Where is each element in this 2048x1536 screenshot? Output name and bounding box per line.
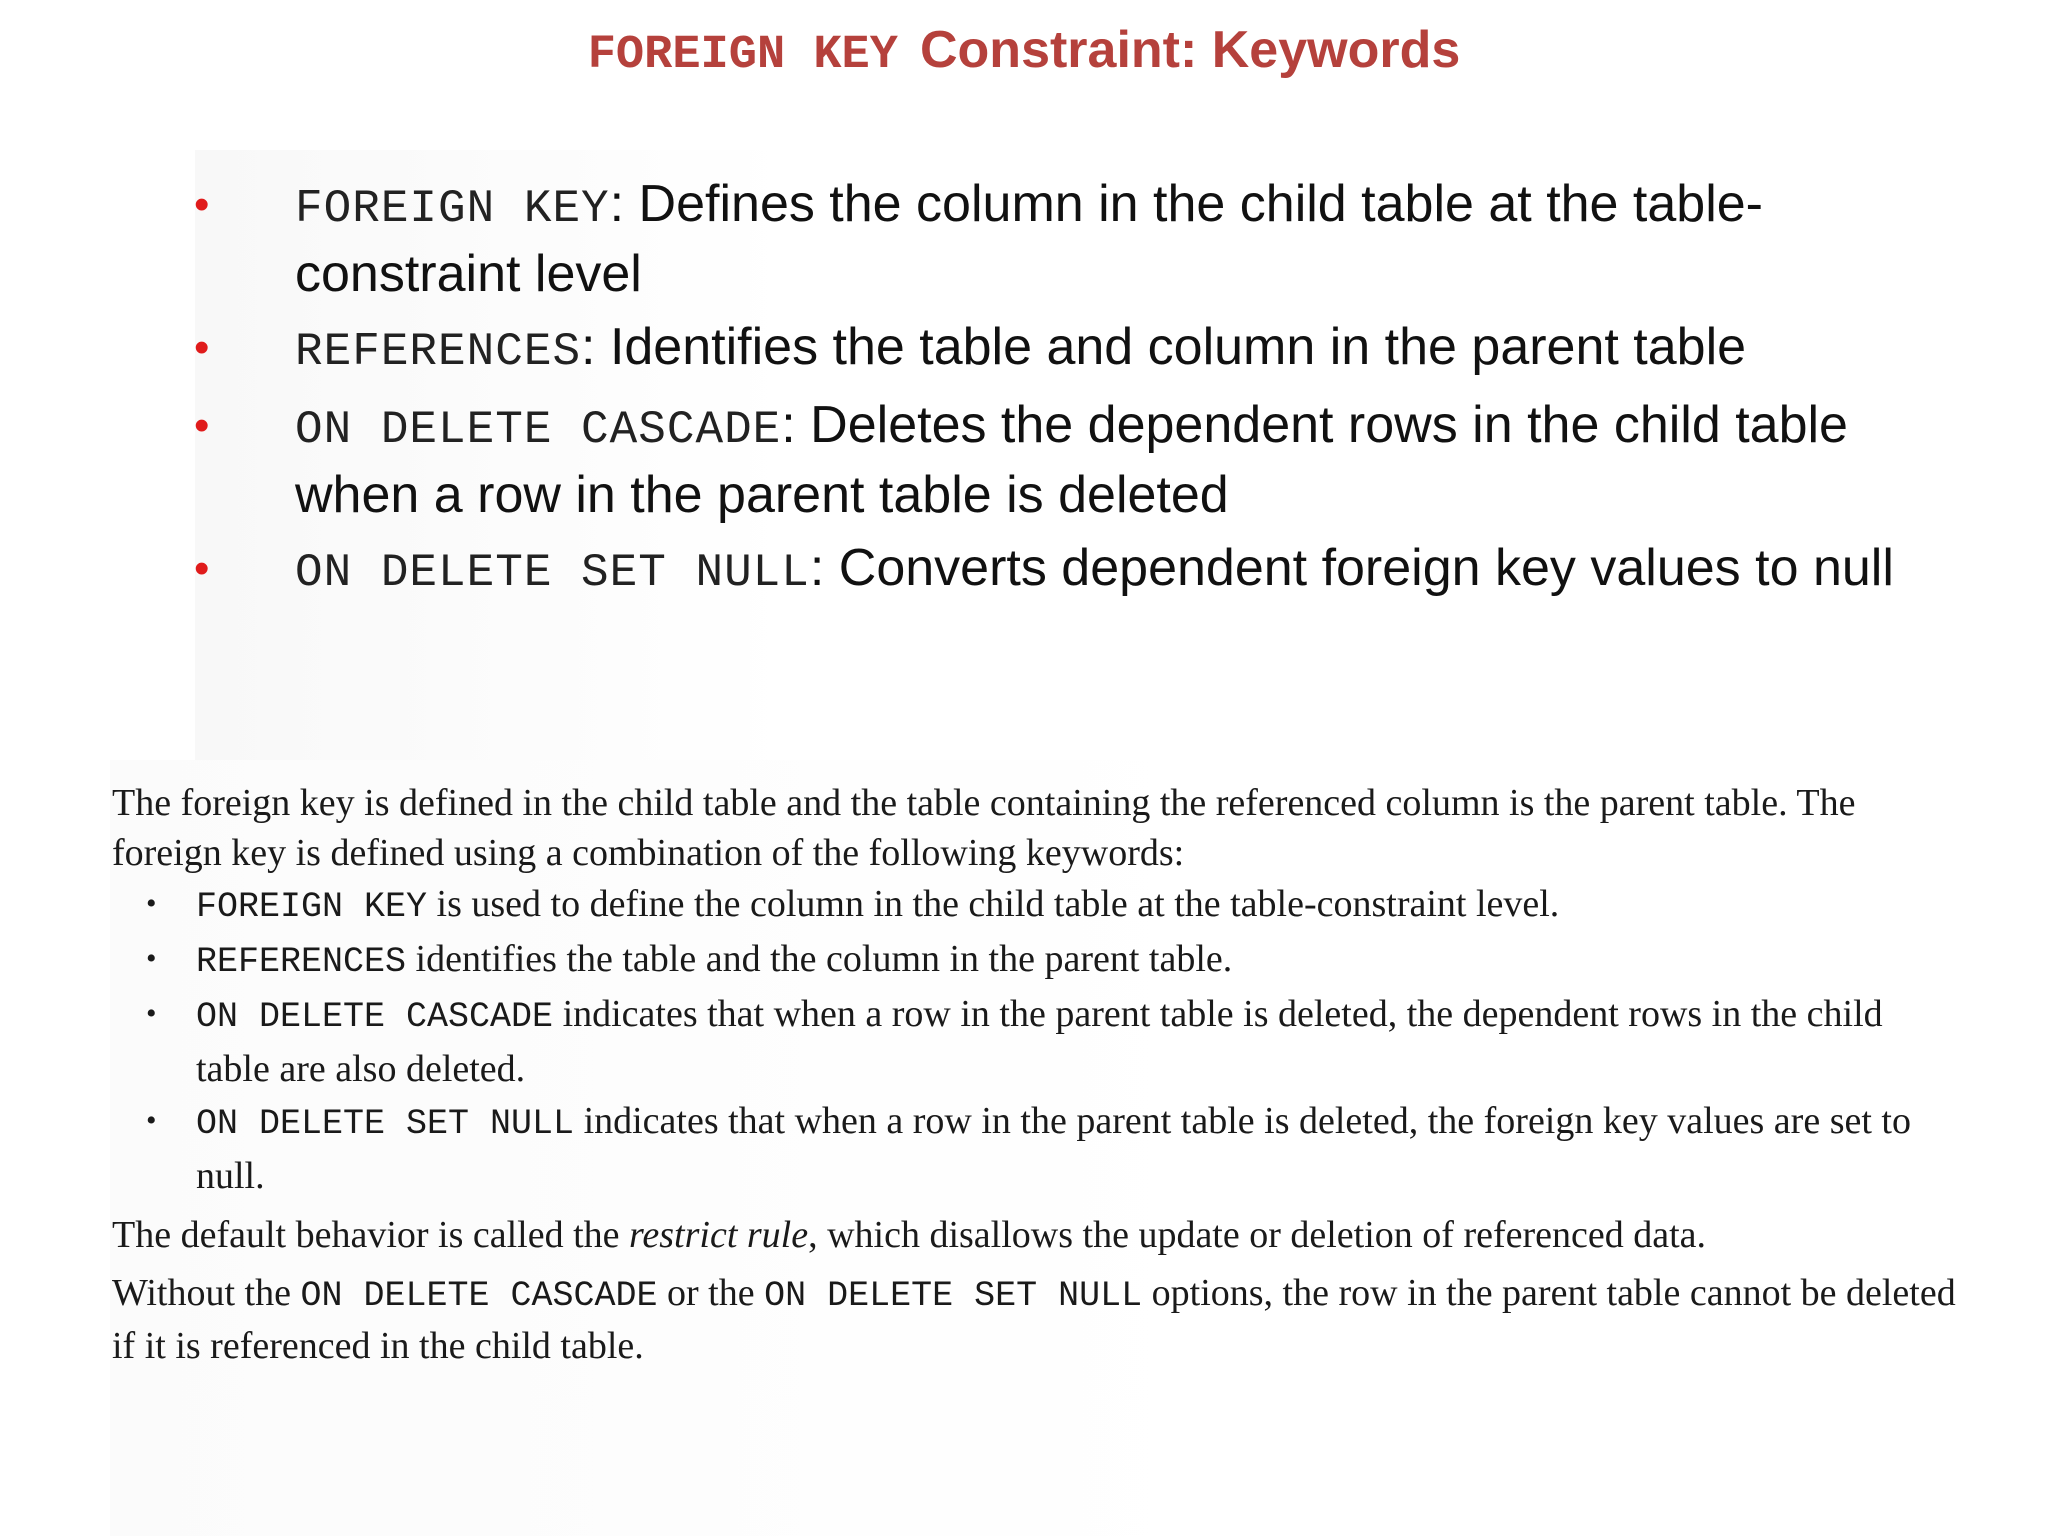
slide-title <box>0 20 2048 82</box>
notes-item-text: indicates that when a row in the parent table is deleted, the foreign key values are set to null. <box>196 1100 1911 1197</box>
notes-without-keyword-setnull: ON DELETE SET NULL <box>764 1276 1143 1316</box>
slide-bullet-keyword: FOREIGN KEY <box>295 183 610 235</box>
notes-item-keyword: FOREIGN KEY <box>196 887 428 927</box>
bullet-dot-icon: • <box>194 401 210 450</box>
bullet-dot-icon: • <box>194 323 210 372</box>
notes-item-text: is used to define the column in the child table at the table-constraint level. <box>427 883 1560 925</box>
restrict-rule-term: restrict rule <box>629 1214 809 1256</box>
slide-bullet-text: : Converts dependent foreign key values to null <box>809 539 1894 597</box>
slide-bullet-keyword: ON DELETE SET NULL <box>295 547 810 599</box>
notes-list-item <box>112 933 1962 988</box>
notes-section <box>112 778 1962 1371</box>
notes-list-item <box>112 878 1962 933</box>
slide-bullet-text: : Deletes the dependent rows in the child table when a row in the parent table is deleted <box>295 396 1848 524</box>
slide-title-text: Constraint: Keywords <box>919 21 1461 79</box>
notes-without-keyword-cascade: ON DELETE CASCADE <box>300 1276 658 1316</box>
notes-default-text: The default behavior is called the <box>112 1214 630 1256</box>
notes-without-text-end: options, the row in the parent table cannot be deleted if it is referenced in the child table. <box>112 1272 1956 1367</box>
slide-bullet <box>190 536 1910 606</box>
notes-default-behavior <box>112 1210 1962 1260</box>
slide-bullet-list <box>190 172 1910 614</box>
notes-item-text: indicates that when a row in the parent table is deleted, the dependent rows in the child table are also deleted. <box>196 993 1883 1090</box>
slide-bullet <box>190 172 1910 307</box>
notes-without-options <box>112 1268 1962 1371</box>
notes-list-item <box>112 1095 1962 1202</box>
notes-list-item <box>112 988 1962 1095</box>
notes-without-text: Without the <box>112 1272 301 1314</box>
slide-bullet-keyword: REFERENCES <box>295 326 582 378</box>
bullet-dot-icon: • <box>194 544 210 593</box>
slide-bullet <box>190 393 1910 528</box>
slide-title-keyword: FOREIGN KEY <box>587 29 898 82</box>
bullet-dot-icon: • <box>146 942 157 975</box>
notes-default-text-end: , which disallows the update or deletion of referenced data. <box>808 1214 1707 1256</box>
slide-bullet-keyword: ON DELETE CASCADE <box>295 404 782 456</box>
slide-bullet <box>190 315 1910 385</box>
slide-bullet-text: : Identifies the table and column in the parent table <box>581 318 1747 376</box>
notes-item-text: identifies the table and the column in the parent table. <box>406 938 1233 980</box>
notes-intro: The foreign key is defined in the child table and the table containing the referenced column is the parent table. The foreign key is defined using a combination of the following keywords: <box>112 782 1856 874</box>
slide-bullet-text: : Defines the column in the child table at the table-constraint level <box>295 175 1763 303</box>
bullet-dot-icon: • <box>194 180 210 229</box>
bullet-dot-icon: • <box>146 887 157 920</box>
bullet-dot-icon: • <box>146 997 157 1030</box>
notes-without-text-mid: or the <box>657 1272 765 1314</box>
notes-item-keyword: REFERENCES <box>196 942 407 982</box>
notes-item-keyword: ON DELETE SET NULL <box>196 1104 575 1144</box>
notes-bullet-list <box>112 878 1962 1202</box>
bullet-dot-icon: • <box>146 1104 157 1137</box>
notes-item-keyword: ON DELETE CASCADE <box>196 997 554 1037</box>
